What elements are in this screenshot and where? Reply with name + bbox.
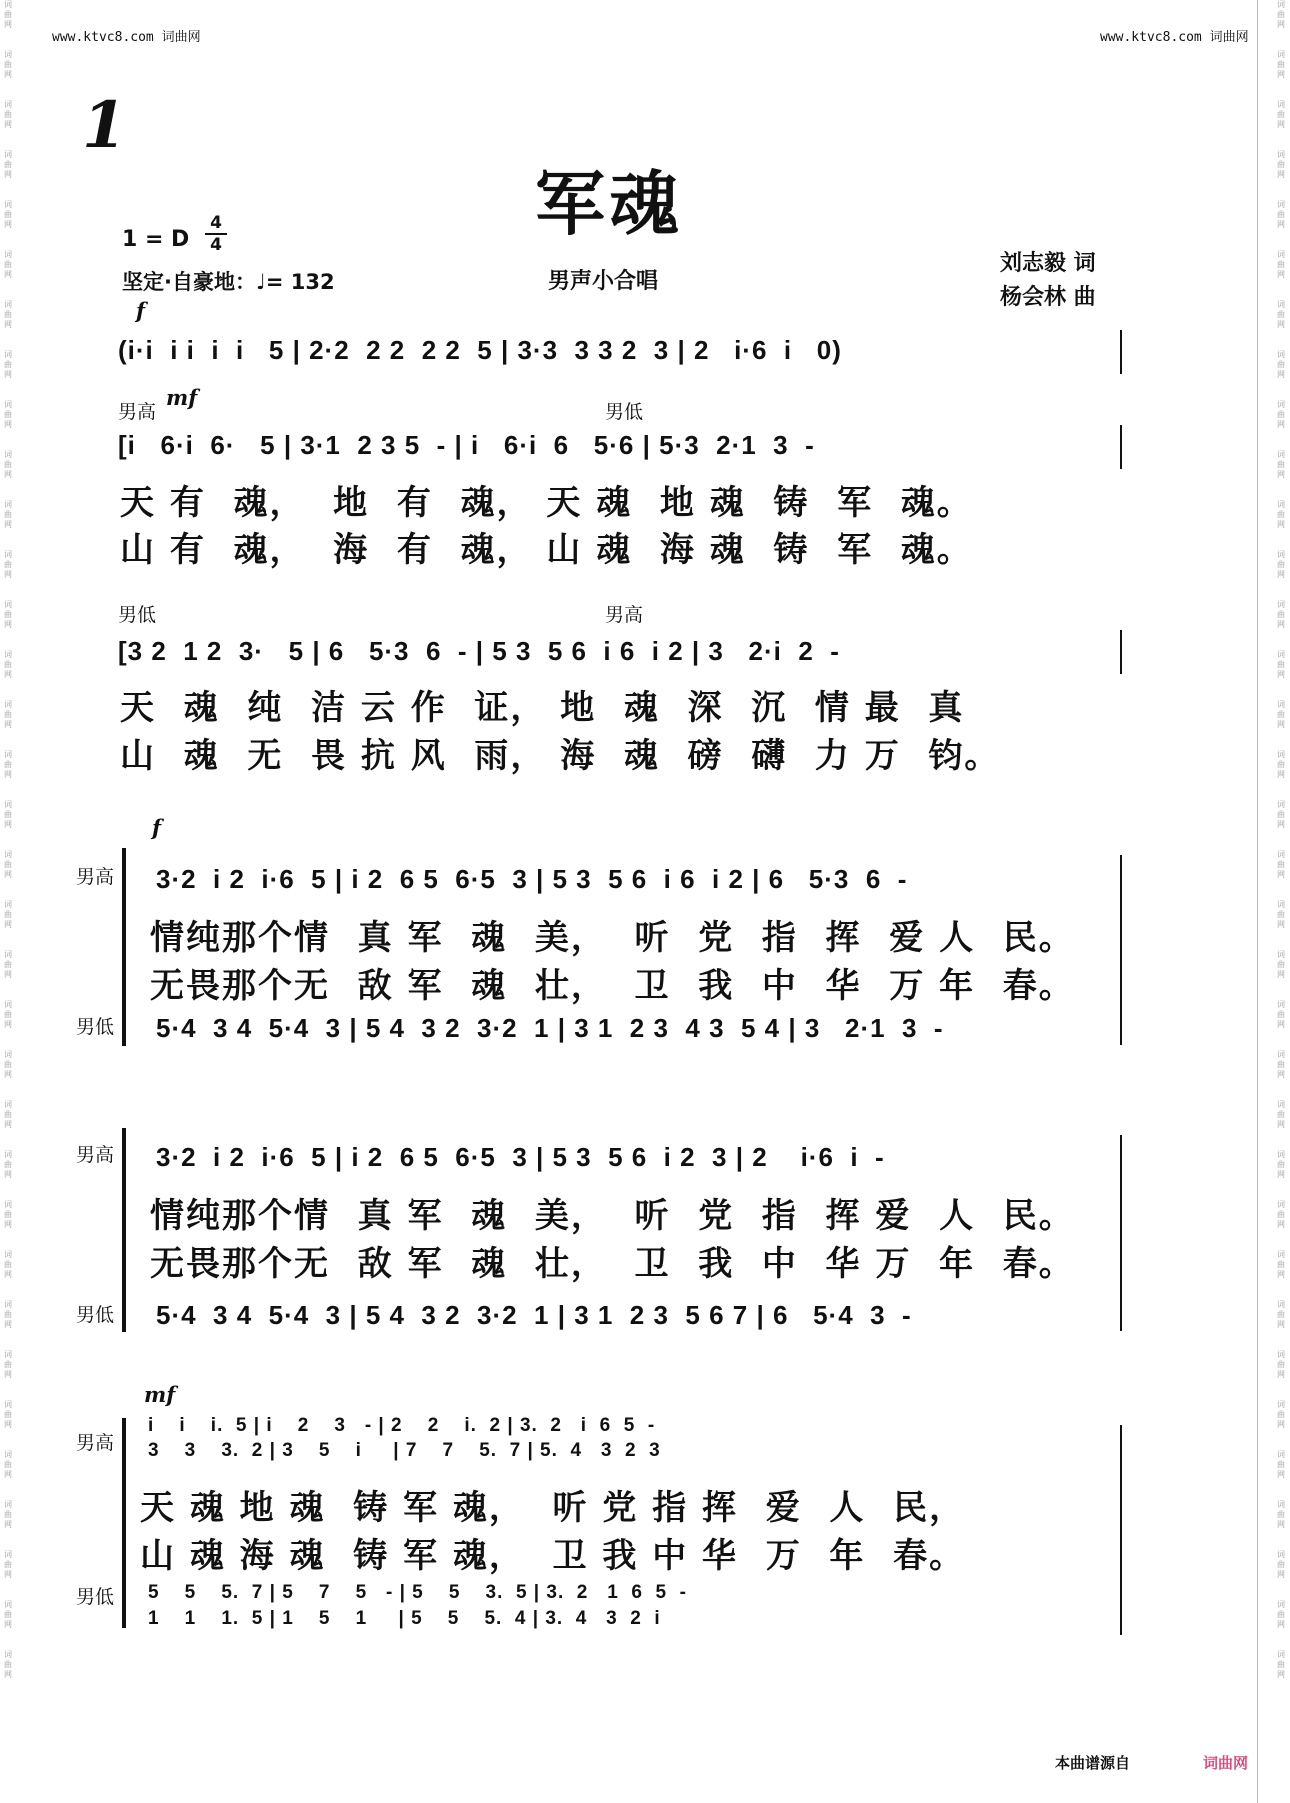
- system2-lyric-verse1: 天 有 魂， 地 有 魂， 天 魂 地 魂 铸 军 魂。: [120, 483, 973, 523]
- key-signature: 1 = D: [122, 227, 190, 252]
- footer-source-label: 本曲谱源自: [1055, 1754, 1131, 1772]
- system2-end-barline: [1120, 425, 1122, 469]
- intro-notes: (i·i i i i i 5 | 2·2 2 2 2 2 5 | 3·3 3 3 2 3 | 2 i·6 i 0): [118, 335, 842, 365]
- right-margin-line: [1257, 0, 1258, 1803]
- system5-end-barline: [1120, 1135, 1122, 1331]
- left-watermark-strip: 词 曲 网 词 曲 网 词 曲 网 词 曲 网 词 曲 网 词 曲 网 词 曲 网 词 曲 网 词 曲 网 词 曲 网 词 曲 网 词 曲 网 词 曲 网 词 曲 网 词 曲 网 词 曲 网 词 曲 网 词 曲 网 词 曲 网 词 曲 网 词 曲 网 词 曲 网 词 曲 网 词 曲 网 词 曲 网 词 曲 网 词 曲 网 词 曲 网 词 曲 网 词 曲 网 词 曲 网 词 曲 网 词 曲 网 词 曲 网: [4, 0, 12, 1679]
- system6-low-lower-notes: 1 1 1. 5 | 1 5 1 | 5 5 5. 4 | 3. 4 3 2 i: [148, 1608, 661, 1629]
- system4-brace: [122, 848, 126, 1046]
- system6-high-upper-notes: i i i. 5 | i 2 3 - | 2 2 i. 2 | 3. 2 i 6 5 -: [148, 1415, 656, 1436]
- page-number: 1: [82, 88, 127, 163]
- system6-lyric-verse2: 山 魂 海 魂 铸 军 魂， 卫 我 中 华 万 年 春。: [140, 1536, 966, 1576]
- lyricist-credit: 刘志毅 词: [1000, 251, 1096, 276]
- right-watermark-strip: 词 曲 网 词 曲 网 词 曲 网 词 曲 网 词 曲 网 词 曲 网 词 曲 网 词 曲 网 词 曲 网 词 曲 网 词 曲 网 词 曲 网 词 曲 网 词 曲 网 词 曲 网 词 曲 网 词 曲 网 词 曲 网 词 曲 网 词 曲 网 词 曲 网 词 曲 网 词 曲 网 词 曲 网 词 曲 网 词 曲 网 词 曲 网 词 曲 网 词 曲 网 词 曲 网 词 曲 网 词 曲 网 词 曲 网 词 曲 网: [1277, 0, 1285, 1679]
- part-label-low: 男低: [118, 604, 157, 626]
- system2-lyric-verse2: 山 有 魂， 海 有 魂， 山 魂 海 魂 铸 军 魂。: [120, 530, 973, 570]
- part-label-high: 男高: [76, 1432, 115, 1454]
- header-site-right: www.ktvc8.com 词曲网: [1100, 30, 1249, 45]
- system5-brace: [122, 1128, 126, 1332]
- header-site-left: www.ktvc8.com 词曲网: [52, 30, 201, 45]
- system4-end-barline: [1120, 855, 1122, 1045]
- system5-lyric-verse2: 无畏那个无 敌 军 魂 壮， 卫 我 中 华 万 年 春。: [150, 1244, 1075, 1284]
- part-label-high: 男高: [76, 1144, 115, 1166]
- time-sig-top: 4: [210, 213, 222, 233]
- dynamic-mf-coda: mf: [144, 1382, 176, 1407]
- dynamic-f-intro: f: [136, 298, 146, 323]
- system4-lyric-verse2: 无畏那个无 敌 军 魂 壮， 卫 我 中 华 万 年 春。: [150, 966, 1075, 1006]
- system4-low-notes: 5·4 3 4 5·4 3 | 5 4 3 2 3·2 1 | 3 1 2 3 4 3 5 4 | 3 2·1 3 -: [156, 1013, 944, 1043]
- part-label-low: 男低: [76, 1586, 115, 1608]
- subtitle: 男声小合唱: [548, 269, 659, 294]
- system5-high-notes: 3·2 i 2 i·6 5 | i 2 6 5 6·5 3 | 5 3 5 6 i 2 3 | 2 i·6 i -: [156, 1142, 885, 1172]
- dynamic-mf-verse: mf: [166, 385, 198, 410]
- system5-low-notes: 5·4 3 4 5·4 3 | 5 4 3 2 3·2 1 | 3 1 2 3 5 6 7 | 6 5·4 3 -: [156, 1300, 912, 1330]
- system6-high-lower-notes: 3 3 3. 2 | 3 5 i | 7 7 5. 7 | 5. 4 3 2 3: [148, 1440, 661, 1461]
- dynamic-f-chorus: f: [152, 815, 162, 840]
- system6-brace: [122, 1418, 126, 1628]
- composer-credit: 杨会林 曲: [1000, 285, 1096, 310]
- part-label-high: 男高: [605, 604, 644, 626]
- footer-site-logo: 词曲网: [1203, 1754, 1249, 1772]
- system5-lyric-verse1: 情纯那个情 真 军 魂 美， 听 党 指 挥 爱 人 民。: [150, 1196, 1075, 1236]
- system6-low-upper-notes: 5 5 5. 7 | 5 7 5 - | 5 5 3. 5 | 3. 2 1 6 5 -: [148, 1582, 687, 1603]
- part-label-low: 男低: [605, 401, 644, 423]
- system3-end-barline: [1120, 630, 1122, 674]
- system6-end-barline: [1120, 1425, 1122, 1635]
- system3-notes: [3 2 1 2 3· 5 | 6 5·3 6 - | 5 3 5 6 i 6 i 2 | 3 2·i 2 -: [118, 636, 840, 666]
- part-label-low: 男低: [76, 1304, 115, 1326]
- system4-lyric-verse1: 情纯那个情 真 军 魂 美， 听 党 指 挥 爱 人 民。: [150, 918, 1075, 958]
- time-sig-bottom: 4: [210, 235, 222, 255]
- system3-lyric-verse2: 山 魂 无 畏 抗 风 雨， 海 魂 磅 礴 力 万 钧。: [120, 736, 1001, 776]
- time-signature: [205, 214, 227, 254]
- system3-lyric-verse1: 天 魂 纯 洁 云 作 证， 地 魂 深 沉 情 最 真: [120, 688, 965, 728]
- part-label-high: 男高: [76, 866, 115, 888]
- part-label-high: 男高: [118, 401, 157, 423]
- page-title: 军魂: [535, 163, 683, 245]
- part-label-low: 男低: [76, 1016, 115, 1038]
- system6-lyric-verse1: 天 魂 地 魂 铸 军 魂， 听 党 指 挥 爱 人 民，: [140, 1488, 966, 1528]
- system4-high-notes: 3·2 i 2 i·6 5 | i 2 6 5 6·5 3 | 5 3 5 6 i 6 i 2 | 6 5·3 6 -: [156, 864, 908, 894]
- system1-end-barline: [1120, 330, 1122, 374]
- tempo-marking: 坚定·自豪地：♩= 132: [122, 270, 335, 294]
- system2-notes: [i 6·i 6· 5 | 3·1 2 3 5 - | i 6·i 6 5·6 | 5·3 2·1 3 -: [118, 430, 815, 460]
